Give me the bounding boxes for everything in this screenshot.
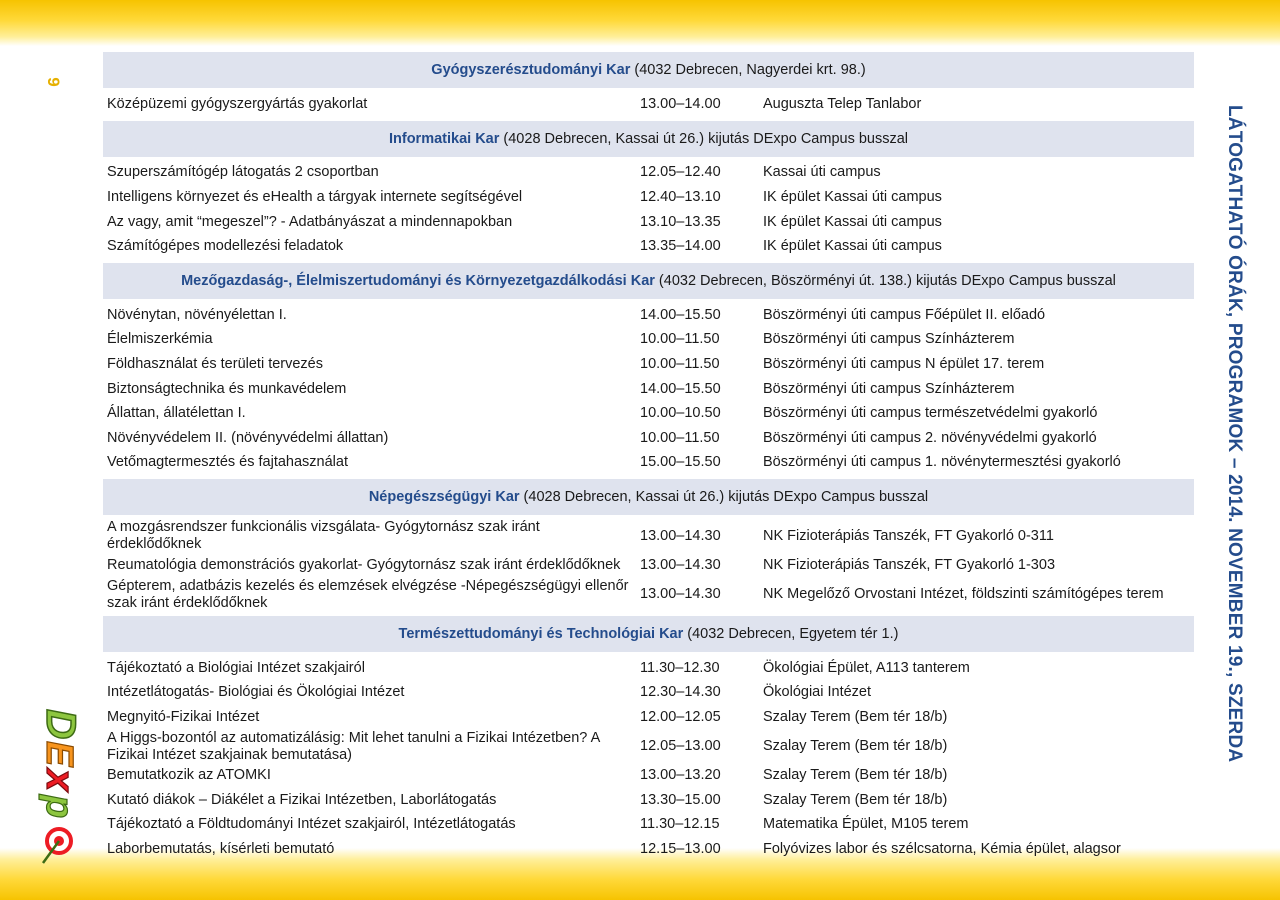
program-place: IK épület Kassai úti campus [763, 238, 942, 255]
program-row [103, 185, 1194, 210]
program-place: Szalay Terem (Bem tér 18/b) [763, 767, 948, 784]
dexpo-logo [30, 700, 92, 865]
faculty-section [103, 616, 1194, 866]
faculty-section [103, 479, 1194, 616]
program-place: NK Megelőző Orvostani Intézet, földszinti számítógépes terem [763, 586, 1164, 603]
program-time: 10.00–11.50 [640, 429, 720, 446]
program-row [103, 813, 1194, 838]
program-place: Böszörményi úti campus 1. növénytermesztési gyakorló [763, 454, 1121, 471]
program-title: Földhasználat és területi tervezés [107, 355, 323, 372]
top-yellow-band [0, 0, 1280, 46]
page-number: 9 [44, 77, 63, 87]
program-time: 15.00–15.50 [640, 454, 721, 471]
faculty-details: (4032 Debrecen, Böszörményi út. 138.) kijutás DExpo Campus busszal [654, 272, 1116, 289]
faculty-name: Gyógyszerésztudományi Kar [431, 62, 631, 78]
program-place: Szalay Terem (Bem tér 18/b) [763, 708, 948, 725]
program-place: Ökológiai Intézet [763, 684, 872, 701]
program-time: 13.00–14.30 [640, 586, 721, 603]
schedule-table [103, 52, 1194, 866]
program-title: Bemutatkozik az ATOMKI [107, 767, 271, 784]
program-time: 13.00–14.30 [640, 556, 721, 573]
program-row [103, 705, 1194, 730]
program-row [103, 328, 1194, 353]
program-title: Tájékoztató a Földtudományi Intézet szakjairól, Intézetlátogatás [107, 816, 516, 833]
program-time: 12.05–12.40 [640, 164, 721, 181]
program-place: Böszörményi úti campus N épület 17. terem [763, 355, 1045, 372]
faculty-name: Népegészségügyi Kar [368, 489, 520, 506]
svg-text:p: p [38, 795, 80, 819]
program-row [103, 553, 1194, 578]
program-title: Tájékoztató a Biológiai Intézet szakjairól [107, 659, 365, 676]
program-title: Megnyitó-Fizikai Intézet [107, 708, 260, 725]
program-time: 12.15–13.00 [640, 841, 721, 858]
program-row [103, 837, 1194, 862]
program-title: Szuperszámítógép látogatás 2 csoportban [107, 164, 379, 181]
faculty-header [103, 616, 1194, 652]
program-place: IK épület Kassai úti campus [763, 213, 942, 230]
program-title: Számítógépes modellezési feladatok [107, 238, 344, 255]
program-row [103, 426, 1194, 451]
program-title: Vetőmagtermesztés és fajtahasználat [107, 454, 348, 471]
program-title: Középüzemi gyógyszergyártás gyakorlat [107, 95, 368, 112]
program-place: NK Fizioterápiás Tanszék, FT Gyakorló 0-311 [763, 527, 1054, 544]
program-time: 13.35–14.00 [640, 238, 721, 255]
svg-text:x: x [38, 769, 82, 792]
program-row [103, 161, 1194, 186]
program-place: Szalay Terem (Bem tér 18/b) [763, 791, 948, 808]
faculty-name: Informatikai Kar [388, 130, 500, 147]
program-row [103, 680, 1194, 705]
program-row [103, 788, 1194, 813]
program-place: Ökológiai Épület, A113 tanterem [763, 659, 970, 676]
program-place: Folyóvizes labor és szélcsatorna, Kémia épület, alagsor [763, 841, 1121, 858]
program-time: 10.00–11.50 [640, 331, 720, 348]
program-title: Intelligens környezet és eHealth a tárgyak internete segítségével [107, 188, 523, 205]
faculty-header [103, 121, 1194, 157]
program-row [103, 303, 1194, 328]
program-time: 12.40–13.10 [640, 188, 721, 205]
faculty-section [103, 121, 1194, 263]
program-place: Böszörményi úti campus Színházterem [763, 380, 1015, 397]
program-row [103, 352, 1194, 377]
program-place: Auguszta Telep Tanlabor [763, 95, 922, 112]
faculty-details: (4028 Debrecen, Kassai út 26.) kijutás DExpo Campus busszal [499, 130, 909, 147]
program-time: 11.30–12.30 [640, 659, 720, 676]
program-time: 14.00–15.50 [640, 380, 721, 397]
program-title: Kutató diákok – Diákélet a Fizikai Intézetben, Laborlátogatás [107, 791, 497, 808]
program-row [103, 451, 1194, 476]
program-row [103, 377, 1194, 402]
program-title: A Higgs-bozontól az automatizálásig: Mit lehet tanulni a Fizikai Intézetben? A Fizikai Intézet szakjainak bemutatása) [107, 729, 600, 763]
program-title: Az vagy, amit “megeszel”? - Adatbányászat a mindennapokban [107, 213, 513, 230]
program-time: 12.00–12.05 [640, 708, 721, 725]
program-row [103, 210, 1194, 235]
program-place: Kassai úti campus [763, 164, 881, 181]
program-time: 11.30–12.15 [640, 816, 720, 833]
program-row [103, 234, 1194, 259]
program-row [103, 656, 1194, 681]
program-place: NK Fizioterápiás Tanszék, FT Gyakorló 1-303 [763, 556, 1056, 573]
faculty-details: (4028 Debrecen, Kassai út 26.) kijutás DExpo Campus busszal [519, 489, 929, 506]
program-time: 13.10–13.35 [640, 213, 721, 230]
side-title: LÁTOGATHATÓ ÓRÁK, PROGRAMOK – 2014. NOVEMBER 19., SZERDA [1224, 105, 1245, 763]
program-time: 14.00–15.50 [640, 306, 721, 323]
program-time: 13.30–15.00 [640, 791, 721, 808]
faculty-header [103, 479, 1194, 515]
program-place: Böszörményi úti campus Színházterem [763, 331, 1015, 348]
program-time: 12.30–14.30 [640, 684, 721, 701]
svg-text:D: D [38, 709, 85, 740]
program-time: 10.00–10.50 [640, 405, 721, 422]
program-title: A mozgásrendszer funkcionális vizsgálata- Gyógytornász szak iránt érdeklődőknek [107, 519, 540, 553]
program-row [103, 764, 1194, 789]
program-place: Matematika Épület, M105 terem [763, 816, 969, 833]
program-place: Böszörményi úti campus 2. növényvédelmi gyakorló [763, 429, 1097, 446]
program-time: 12.05–13.00 [640, 738, 721, 754]
program-time: 13.00–14.00 [640, 95, 721, 112]
program-row [103, 578, 1194, 612]
program-time: 13.00–14.30 [640, 527, 721, 544]
program-title: Növénytan, növényélettan I. [107, 306, 287, 323]
program-place: Szalay Terem (Bem tér 18/b) [763, 738, 948, 754]
faculty-header [103, 263, 1194, 299]
program-title: Reumatológia demonstrációs gyakorlat- Gyógytornász szak iránt érdeklődőknek [107, 556, 621, 573]
program-place: Böszörményi úti campus Főépület II. előadó [763, 306, 1046, 323]
faculty-details: (4032 Debrecen, Egyetem tér 1.) [683, 625, 899, 642]
program-row [103, 730, 1194, 764]
program-title: Állattan, állatélettan I. [107, 405, 246, 422]
program-title: Növényvédelem II. (növényvédelmi állattan) [107, 429, 389, 446]
program-row [103, 519, 1194, 553]
faculty-name: Természettudományi és Technológiai Kar [398, 625, 684, 642]
faculty-header [103, 52, 1194, 88]
program-title: Laborbemutatás, kísérleti bemutató [107, 841, 335, 858]
svg-text:E: E [38, 741, 80, 767]
program-row [103, 401, 1194, 426]
program-title: Intézetlátogatás- Biológiai és Ökológiai Intézet [107, 684, 405, 701]
faculty-name: Mezőgazdaság-, Élelmiszertudományi és Környezetgazdálkodási Kar [181, 272, 655, 289]
program-title: Gépterem, adatbázis kezelés és elemzések elvégzése -Népegészségügyi ellenőr szak iránt érdeklődőknek [107, 577, 629, 611]
program-time: 13.00–13.20 [640, 767, 721, 784]
program-place: Böszörményi úti campus természetvédelmi gyakorló [763, 405, 1098, 422]
faculty-details: (4032 Debrecen, Nagyerdei krt. 98.) [630, 62, 866, 78]
program-time: 10.00–11.50 [640, 355, 720, 372]
program-title: Élelmiszerkémia [107, 331, 213, 348]
program-row [103, 92, 1194, 117]
faculty-section [103, 263, 1194, 479]
faculty-section [103, 52, 1194, 121]
program-title: Biztonságtechnika és munkavédelem [107, 380, 347, 397]
program-place: IK épület Kassai úti campus [763, 188, 942, 205]
